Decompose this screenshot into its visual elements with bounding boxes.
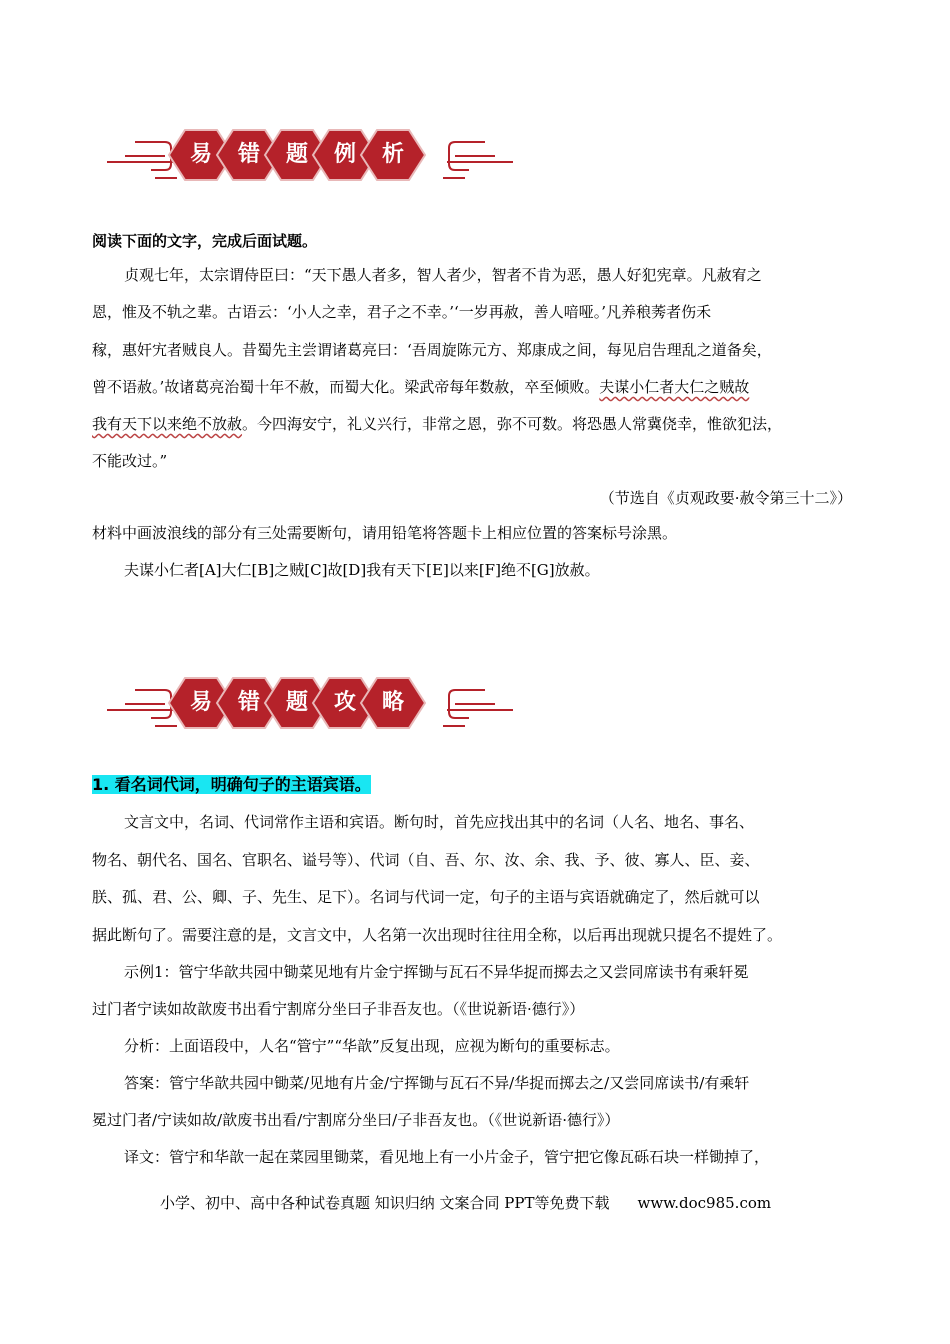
passage-text: 曾不语赦。’故诸葛亮治蜀十年不赦，而蜀大化。梁武帝每年数赦，卒至倾败。	[92, 378, 600, 396]
strategy-line: 分析：上面语段中，人名“管宁”“华歆”反复出现，应视为断句的重要标志。	[124, 1037, 620, 1055]
passage-line: 恩，惟及不轨之辈。古语云：‘小人之幸，君子之不幸。’‘一岁再赦，善人喑哑。’凡养稂莠者伤禾	[92, 303, 712, 321]
highlighted-heading: 1. 看名词代词，明确句子的主语宾语。	[92, 775, 371, 794]
banner-char: 题	[285, 690, 308, 715]
banner-char: 错	[237, 142, 260, 167]
strategy-line: 文言文中，名词、代词常作主语和宾语。断句时，首先应找出其中的名词（人名、地名、事名、	[124, 813, 755, 831]
banner-char: 略	[381, 690, 404, 715]
wavy-underlined-text: 我有天下以来绝不放赦	[92, 415, 243, 433]
source-citation: （节选自《贞观政要·赦令第三十二》）	[599, 489, 852, 507]
wavy-underlined-text: 夫谋小仁者大仁之贼故	[599, 378, 750, 396]
footer-text: 小学、初中、高中各种试卷真题 知识归纳 文案合同 PPT等免费下载	[160, 1194, 610, 1212]
answer-options: 夫谋小仁者[A]大仁[B]之贼[C]故[D]我有天下[E]以来[F]绝不[G]放赦。	[124, 561, 600, 579]
passage-line: 贞观七年，太宗谓侍臣曰：“天下愚人者多，智人者少，智者不肯为恶，愚人好犯宪章。凡赦宥之	[124, 266, 762, 284]
section-banner-examples	[105, 120, 515, 190]
strategy-line: 冕过门者/宁读如故/歆废书出看/宁割席分坐曰/子非吾友也。（《世说新语·德行》）	[92, 1111, 620, 1129]
strategy-line: 答案：管宁华歆共园中锄菜/见地有片金/宁挥锄与瓦石不异/华捉而掷去之/又尝同席读书/有乘轩	[124, 1074, 750, 1092]
banner-char: 易	[189, 690, 212, 715]
strategy-line: 物名、朝代名、国名、官职名、谥号等）、代词（自、吾、尔、汝、余、我、予、彼、寡人、臣、妾、	[92, 851, 760, 869]
passage-text: 。今四海安宁，礼义兴行，非常之恩，弥不可数。将恐愚人常冀侥幸，惟欲犯法，	[242, 415, 783, 433]
strategy-line: 据此断句了。需要注意的是，文言文中，人名第一次出现时往往用全称，以后再出现就只提名不提姓了。	[92, 926, 783, 944]
strategy-line: 译文：管宁和华歆一起在菜园里锄菜，看见地上有一小片金子，管宁把它像瓦砾石块一样锄掉了，	[124, 1148, 770, 1166]
banner-char: 错	[237, 690, 260, 715]
passage-line: 不能改过。”	[92, 452, 168, 470]
banner-char: 易	[189, 142, 212, 167]
question-text: 材料中画波浪线的部分有三处需要断句，请用铅笔将答题卡上相应位置的答案标号涂黑。	[92, 524, 678, 542]
strategy-line: 过门者宁读如故歆废书出看宁割席分坐曰子非吾友也。（《世说新语·德行》）	[92, 1000, 585, 1018]
passage-line	[92, 414, 782, 434]
passage-line	[92, 377, 749, 397]
passage-line: 稼，惠奸宄者贼良人。昔蜀先主尝谓诸葛亮曰：‘吾周旋陈元方、郑康成之间，每见启告理乱之道备矣，	[92, 341, 772, 359]
strategy-line: 朕、孤、君、公、卿、子、先生、足下）。名词与代词一定，句子的主语与宾语就确定了，然后就可以	[92, 888, 760, 906]
strategy-line: 示例1：管宁华歆共园中锄菜见地有片金宁挥锄与瓦石不异华捉而掷去之又尝同席读书有乘轩冕	[124, 963, 749, 981]
instruction: 阅读下面的文字，完成后面试题。	[92, 232, 318, 250]
section-banner-strategy	[105, 668, 515, 738]
strategy-heading	[92, 775, 371, 795]
banner-char: 例	[333, 142, 356, 167]
banner-char: 析	[381, 142, 404, 167]
banner-char: 题	[285, 142, 308, 167]
page-footer	[160, 1192, 771, 1213]
banner-char: 攻	[333, 690, 356, 715]
footer-url[interactable]: www.doc985.com	[637, 1194, 772, 1212]
